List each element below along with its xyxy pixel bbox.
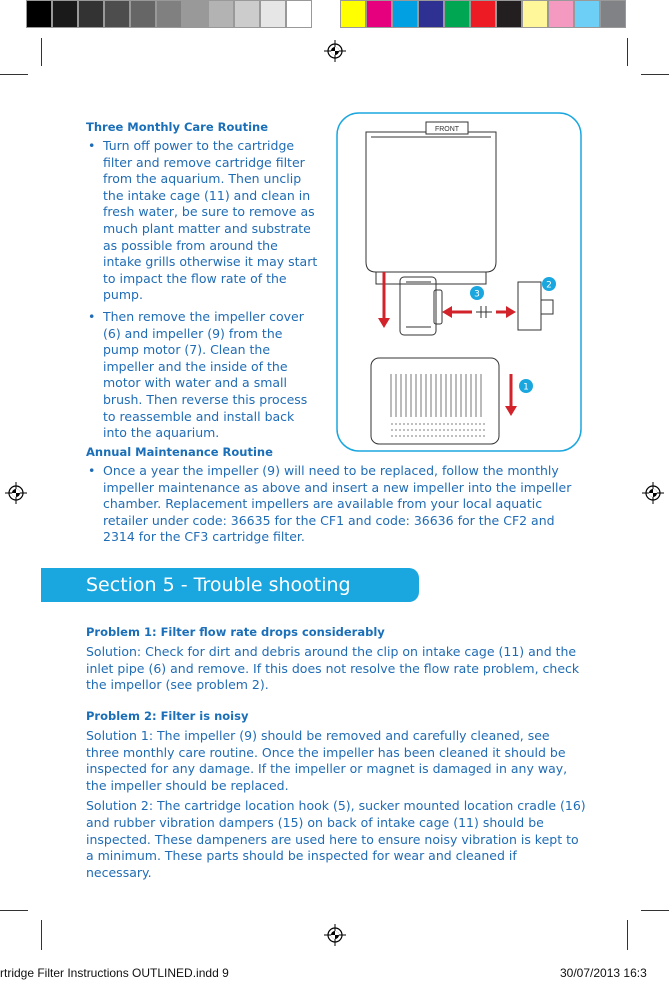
annual-title: Annual Maintenance Routine xyxy=(86,445,273,459)
crop-mark xyxy=(41,38,42,66)
registration-mark-icon xyxy=(324,924,346,946)
swatch xyxy=(130,0,156,28)
problem-1 xyxy=(86,625,586,694)
annual-section xyxy=(86,445,581,546)
crop-mark xyxy=(627,38,628,66)
three-monthly-list xyxy=(86,138,318,442)
swatch xyxy=(496,0,522,28)
swatch xyxy=(234,0,260,28)
section-5-banner xyxy=(41,568,419,602)
crop-mark xyxy=(627,920,628,950)
registration-mark-icon xyxy=(324,40,346,62)
crop-mark xyxy=(0,910,28,911)
registration-mark-icon xyxy=(642,482,664,504)
swatch xyxy=(78,0,104,28)
crop-mark xyxy=(0,74,28,75)
list-item: • Turn off power to the cartridge filter and remove cartridge filter from the aquarium. Then unclip the intake cage (11) and clean in fresh water, be sure to remove as much plant matter and substrate as possible from around the intake grills otherwise it may start to impact the flow rate of the pump. xyxy=(86,138,318,304)
problem-2-title: Problem 2: Filter is noisy xyxy=(86,709,249,723)
swatch xyxy=(522,0,548,28)
problem-2-solution-2: Solution 2: The cartridge location hook (5), sucker mounted location cradle (16) and rubber vibration dampers (15) on back of intake cage (11) should be inspected. These dampeners are used here to ensure noisy vibration is kept to a minimum. These parts should be inspected for wear and cleaned if necessary. xyxy=(86,798,586,880)
footer-date: 30/07/2013 16:3 xyxy=(560,966,647,980)
swatch xyxy=(208,0,234,28)
swatch xyxy=(600,0,626,28)
problem-1-solution: Solution: Check for dirt and debris around the clip on intake cage (11) and the inlet pipe (6) and remove. If this does not resolve the flow rate problem, check the impellor (see problem 2). xyxy=(86,644,580,693)
swatch xyxy=(418,0,444,28)
callout-2-label: 2 xyxy=(546,280,552,291)
swatch xyxy=(182,0,208,28)
section-5-title: Section 5 - Trouble shooting xyxy=(86,574,351,596)
swatch xyxy=(340,0,366,28)
swatch xyxy=(444,0,470,28)
registration-mark-icon xyxy=(5,482,27,504)
grayscale-bar xyxy=(26,0,312,30)
crop-mark xyxy=(641,74,669,75)
swatch xyxy=(156,0,182,28)
callout-3-label: 3 xyxy=(474,289,480,300)
callout-1-label: 1 xyxy=(523,382,529,393)
three-monthly-title: Three Monthly Care Routine xyxy=(86,120,269,134)
swatch xyxy=(26,0,52,28)
swatch xyxy=(260,0,286,28)
three-monthly-section xyxy=(86,120,318,442)
problem-2 xyxy=(86,709,586,881)
problem-2-solution-1: Solution 1: The impeller (9) should be removed and carefully cleaned, see three monthly care routine. Once the impeller has been cleaned it should be inspected for any damage. If the impeller or magnet is damaged in any way, the impeller should be replaced. xyxy=(86,728,568,793)
crop-mark xyxy=(641,910,669,911)
front-label: FRONT xyxy=(434,126,460,133)
swatch xyxy=(366,0,392,28)
swatch xyxy=(392,0,418,28)
swatch xyxy=(548,0,574,28)
color-bar xyxy=(340,0,626,30)
annual-list xyxy=(86,463,581,546)
swatch xyxy=(574,0,600,28)
swatch xyxy=(470,0,496,28)
swatch xyxy=(286,0,312,28)
crop-mark xyxy=(41,920,42,950)
list-item: • Then remove the impeller cover (6) and impeller (9) from the pump motor (7). Clean the impeller and the inside of the motor with water and a small brush. Then reverse this process to reassemble and install back into the aquarium. xyxy=(86,309,318,442)
list-item: • Once a year the impeller (9) will need to be replaced, follow the monthly impeller maintenance as above and insert a new impeller into the impeller chamber. Replacement impellers are available from your local aquatic retailer under code: 36635 for the CF1 and code: 36636 for the CF2 and 2314 for the CF3 cartridge filter. xyxy=(86,463,581,546)
footer-filename: rtridge Filter Instructions OUTLINED.indd 9 xyxy=(0,966,229,980)
swatch xyxy=(104,0,130,28)
filter-diagram xyxy=(336,112,584,454)
swatch xyxy=(52,0,78,28)
problem-1-title: Problem 1: Filter flow rate drops considerably xyxy=(86,625,385,639)
